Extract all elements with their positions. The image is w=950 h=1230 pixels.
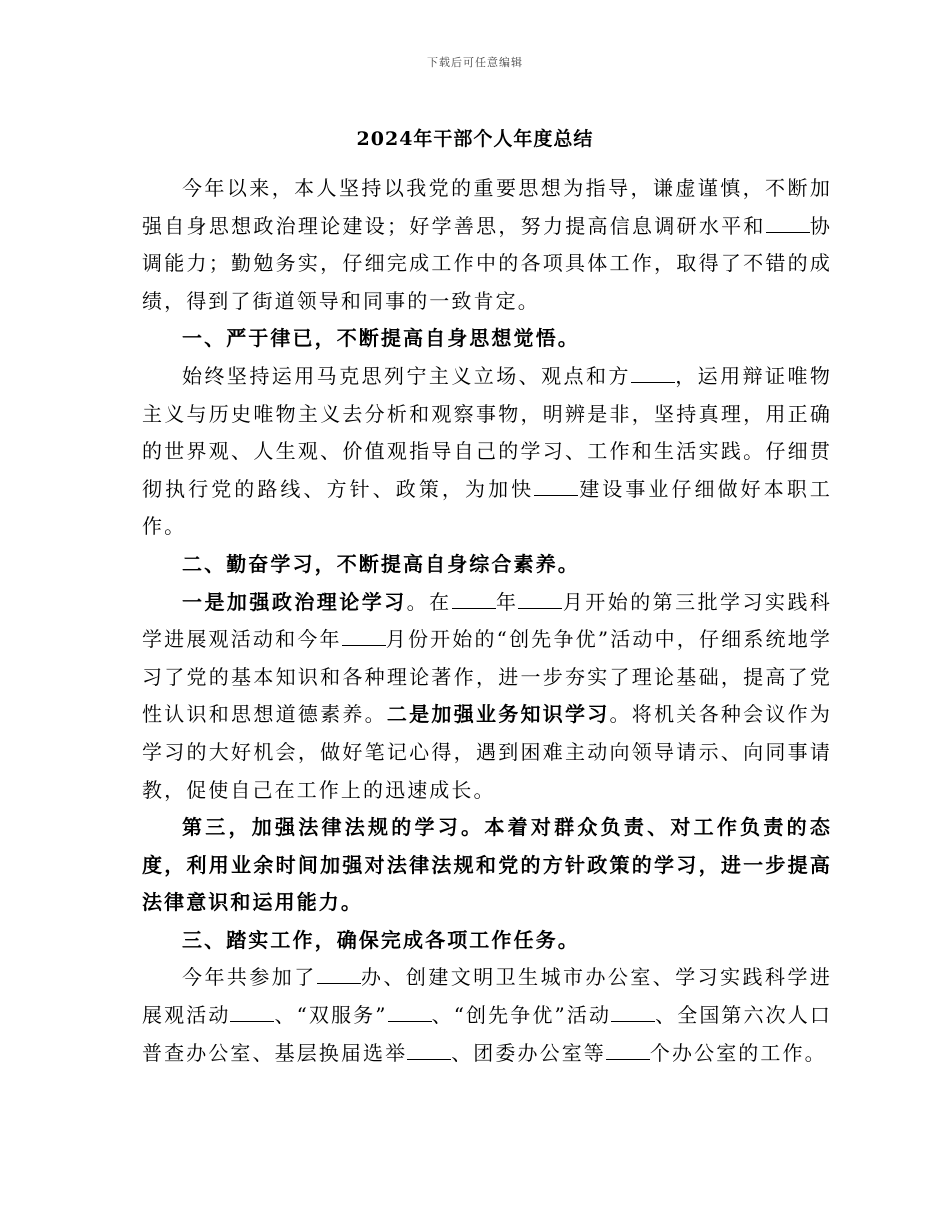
paragraph-section-3 — [142, 959, 832, 1072]
blank-line — [611, 1003, 655, 1022]
blank-line — [388, 1003, 432, 1022]
header-note: 下载后可任意编辑 — [427, 56, 523, 69]
section-3-text-g: 个办公室的工作。 — [649, 1040, 827, 1065]
section-heading-1: 一、严于律已，不断提高自身思想觉悟。 — [182, 326, 580, 351]
blank-line — [631, 364, 675, 383]
section-2-text-c: 月开始的第三批学习实践科学进展观活动和今年 — [142, 589, 833, 652]
paragraph-section-2-third: 第三，加强法律法规的学习。本着对群众负责、对工作负责的态度，利用业余时间加强对法律法规和党的方针政策的学习，进一步提高法律意识和运用能力。 — [142, 815, 832, 915]
section-2-bold-a: 一是加强政治理论学习 — [182, 589, 407, 614]
paragraph-section-1 — [142, 358, 832, 546]
paragraph-intro — [142, 170, 832, 320]
section-3-text-f: 、团委办公室等 — [451, 1040, 606, 1065]
section-2-text-a: 。在 — [406, 589, 452, 614]
blank-line — [342, 627, 386, 646]
blank-line — [606, 1041, 650, 1060]
section-3-text-e: 、全国第六次人口普查办公室、基层换届选举 — [142, 1003, 832, 1065]
blank-line — [317, 965, 361, 984]
blank-line — [518, 590, 562, 609]
section-3-text-c: 、“双服务” — [274, 1003, 388, 1028]
section-3-text-d: 、“创先争优”活动 — [431, 1003, 612, 1028]
blank-line — [534, 477, 578, 496]
section-2-bold-b: 二是加强业务知识学习 — [386, 702, 610, 727]
document-body — [142, 170, 832, 1072]
document-title: 2024年干部个人年度总结 — [356, 128, 594, 150]
intro-text-2: 协调能力；勤勉务实，仔细完成工作中的各项具体工作，取得了不错的成绩，得到了街道领导和同事的一致肯定。 — [142, 213, 832, 313]
section-2-text-e: 。将机关各种会议作为学习的大好机会，做好笔记心得，遇到困难主动向领导请示、向同事请教，促使自己在工作上的迅速成长。 — [142, 702, 833, 802]
section-1-text-c: 建设事业仔细做好本职工作。 — [142, 476, 832, 539]
section-1-text-a: 始终坚持运用马克思列宁主义立场、观点和方 — [182, 363, 631, 388]
blank-line — [407, 1041, 451, 1060]
section-3-text-b: 办、创建文明卫生城市办公室、学习实践科学进展观活动 — [142, 965, 832, 1028]
section-1-text-b: ，运用辩证唯物主义与历史唯物主义去分析和观察事物，明辨是非，坚持真理，用正确的世界观、人生观、价值观指导自己的学习、工作和生活实践。仔细贯彻执行党的路线、方针、政策，为加快 — [142, 363, 833, 501]
section-3-text-a: 今年共参加了 — [182, 965, 317, 990]
intro-text-1: 今年以来，本人坚持以我党的重要思想为指导，谦虚谨慎，不断加强自身思想政治理论建设；好学善思，努力提高信息调研水平和 — [142, 176, 832, 238]
paragraph-section-2 — [142, 584, 832, 810]
blank-line — [452, 590, 496, 609]
section-heading-2: 二、勤奋学习，不断提高自身综合素养。 — [182, 551, 580, 576]
section-2-text-b: 年 — [495, 589, 519, 614]
section-2-text-d: 月份开始的“创先争优”活动中，仔细系统地学习了党的基本知识和各种理论著作，进一步夯实了理论基础，提高了党性认识和思想道德素养。 — [142, 627, 832, 727]
blank-line — [230, 1003, 274, 1022]
section-heading-3: 三、踏实工作，确保完成各项工作任务。 — [182, 927, 580, 952]
blank-line — [766, 214, 810, 233]
